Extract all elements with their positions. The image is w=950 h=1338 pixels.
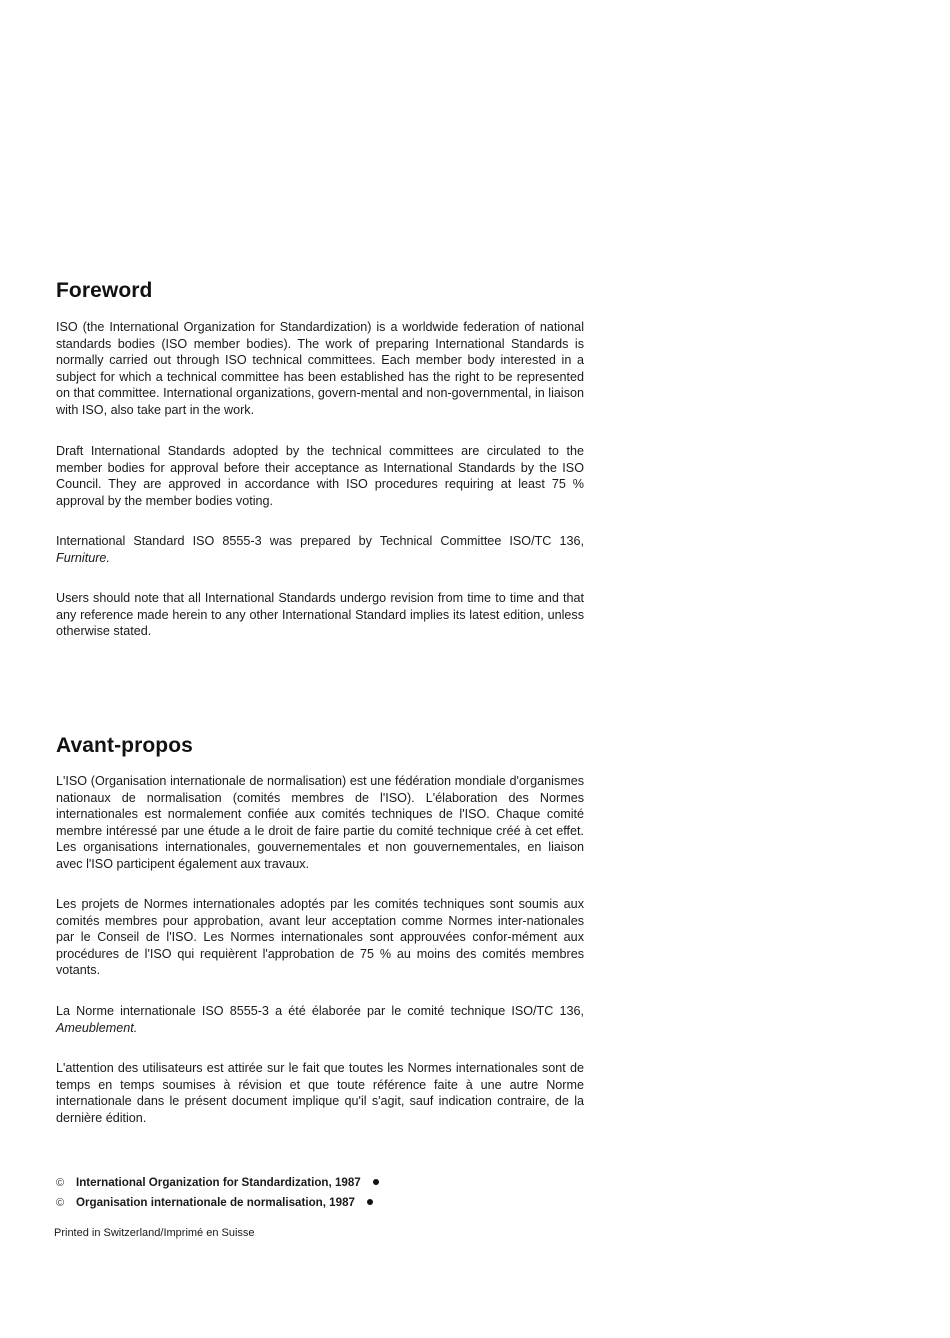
bullet-icon [373, 1179, 379, 1185]
foreword-paragraph-2: Draft International Standards adopted by the technical committees are circulated to the member bodies for approval before their acceptance as International Standards by the ISO Council. They are approved in accordance with ISO procedures requiring at least 75 % approval by the member bodies voting. [56, 444, 584, 508]
copyright-line-en [54, 1176, 379, 1189]
avant-propos-paragraph-3-text: La Norme internationale ISO 8555-3 a été élaborée par le comité technique ISO/TC 136, [56, 1004, 584, 1018]
foreword-paragraph-3-text: International Standard ISO 8555-3 was prepared by Technical Committee ISO/TC 136, [56, 534, 584, 548]
foreword-committee-name: Furniture. [56, 550, 110, 565]
bullet-icon [367, 1199, 373, 1205]
avant-propos-paragraph-4: L'attention des utilisateurs est attirée sur le fait que toutes les Normes internationales sont de temps en temps soumises à révision et que toute référence faite à une autre Norme internationale dans le présent document implique qu'il s'agit, sauf indication contraire, de la dernière édition. [56, 1061, 584, 1125]
copyright-text-en: International Organization for Standardization, 1987 [76, 1176, 361, 1189]
foreword-paragraph-1: ISO (the International Organization for Standardization) is a worldwide federation of national standards bodies (ISO member bodies). The work of preparing International Standards is normally carried out through ISO technical committees. Each member body interested in a subject for which a technical committee has been established has the right to be represented on that committee. International organizations, govern-mental and non-governmental, in liaison with ISO, also take part in the work. [56, 320, 584, 417]
avant-propos-paragraph-2: Les projets de Normes internationales adoptés par les comités techniques sont soumis aux comités membres pour approbation, avant leur acceptation comme Normes inter-nationales par le Conseil de l'ISO. Les Normes internationales sont approuvées confor-mément aux procédures de l'ISO qui requièrent l'approbation de 75 % au moins des comités membres votants. [56, 897, 584, 978]
copyright-icon: © [55, 1177, 65, 1189]
printed-in-line: Printed in Switzerland/Imprimé en Suisse [54, 1227, 255, 1239]
copyright-line-fr [54, 1196, 373, 1209]
avant-propos-paragraph-3 [56, 1003, 584, 1036]
avant-propos-heading: Avant-propos [56, 734, 193, 757]
avant-propos-paragraph-1: L'ISO (Organisation internationale de normalisation) est une fédération mondiale d'organismes nationaux de normalisation (comités membres de l'ISO). L'élaboration des Normes internationales est normalement confiée aux comités techniques de l'ISO. Chaque comité membre intéressé par une étude a le droit de faire partie du comité technique créé à cet effet. Les organisations internationales, gouvernementales et non gouvernementales, en liaison avec l'ISO participent également aux travaux. [56, 774, 584, 871]
foreword-paragraph-3 [56, 533, 584, 566]
copyright-icon: © [55, 1197, 65, 1209]
avant-propos-committee-name: Ameublement. [56, 1020, 138, 1035]
foreword-paragraph-4: Users should note that all International Standards undergo revision from time to time and that any reference made herein to any other International Standard implies its latest edition, unless otherwise stated. [56, 591, 584, 639]
foreword-heading: Foreword [56, 279, 153, 302]
copyright-text-fr: Organisation internationale de normalisation, 1987 [76, 1196, 355, 1209]
